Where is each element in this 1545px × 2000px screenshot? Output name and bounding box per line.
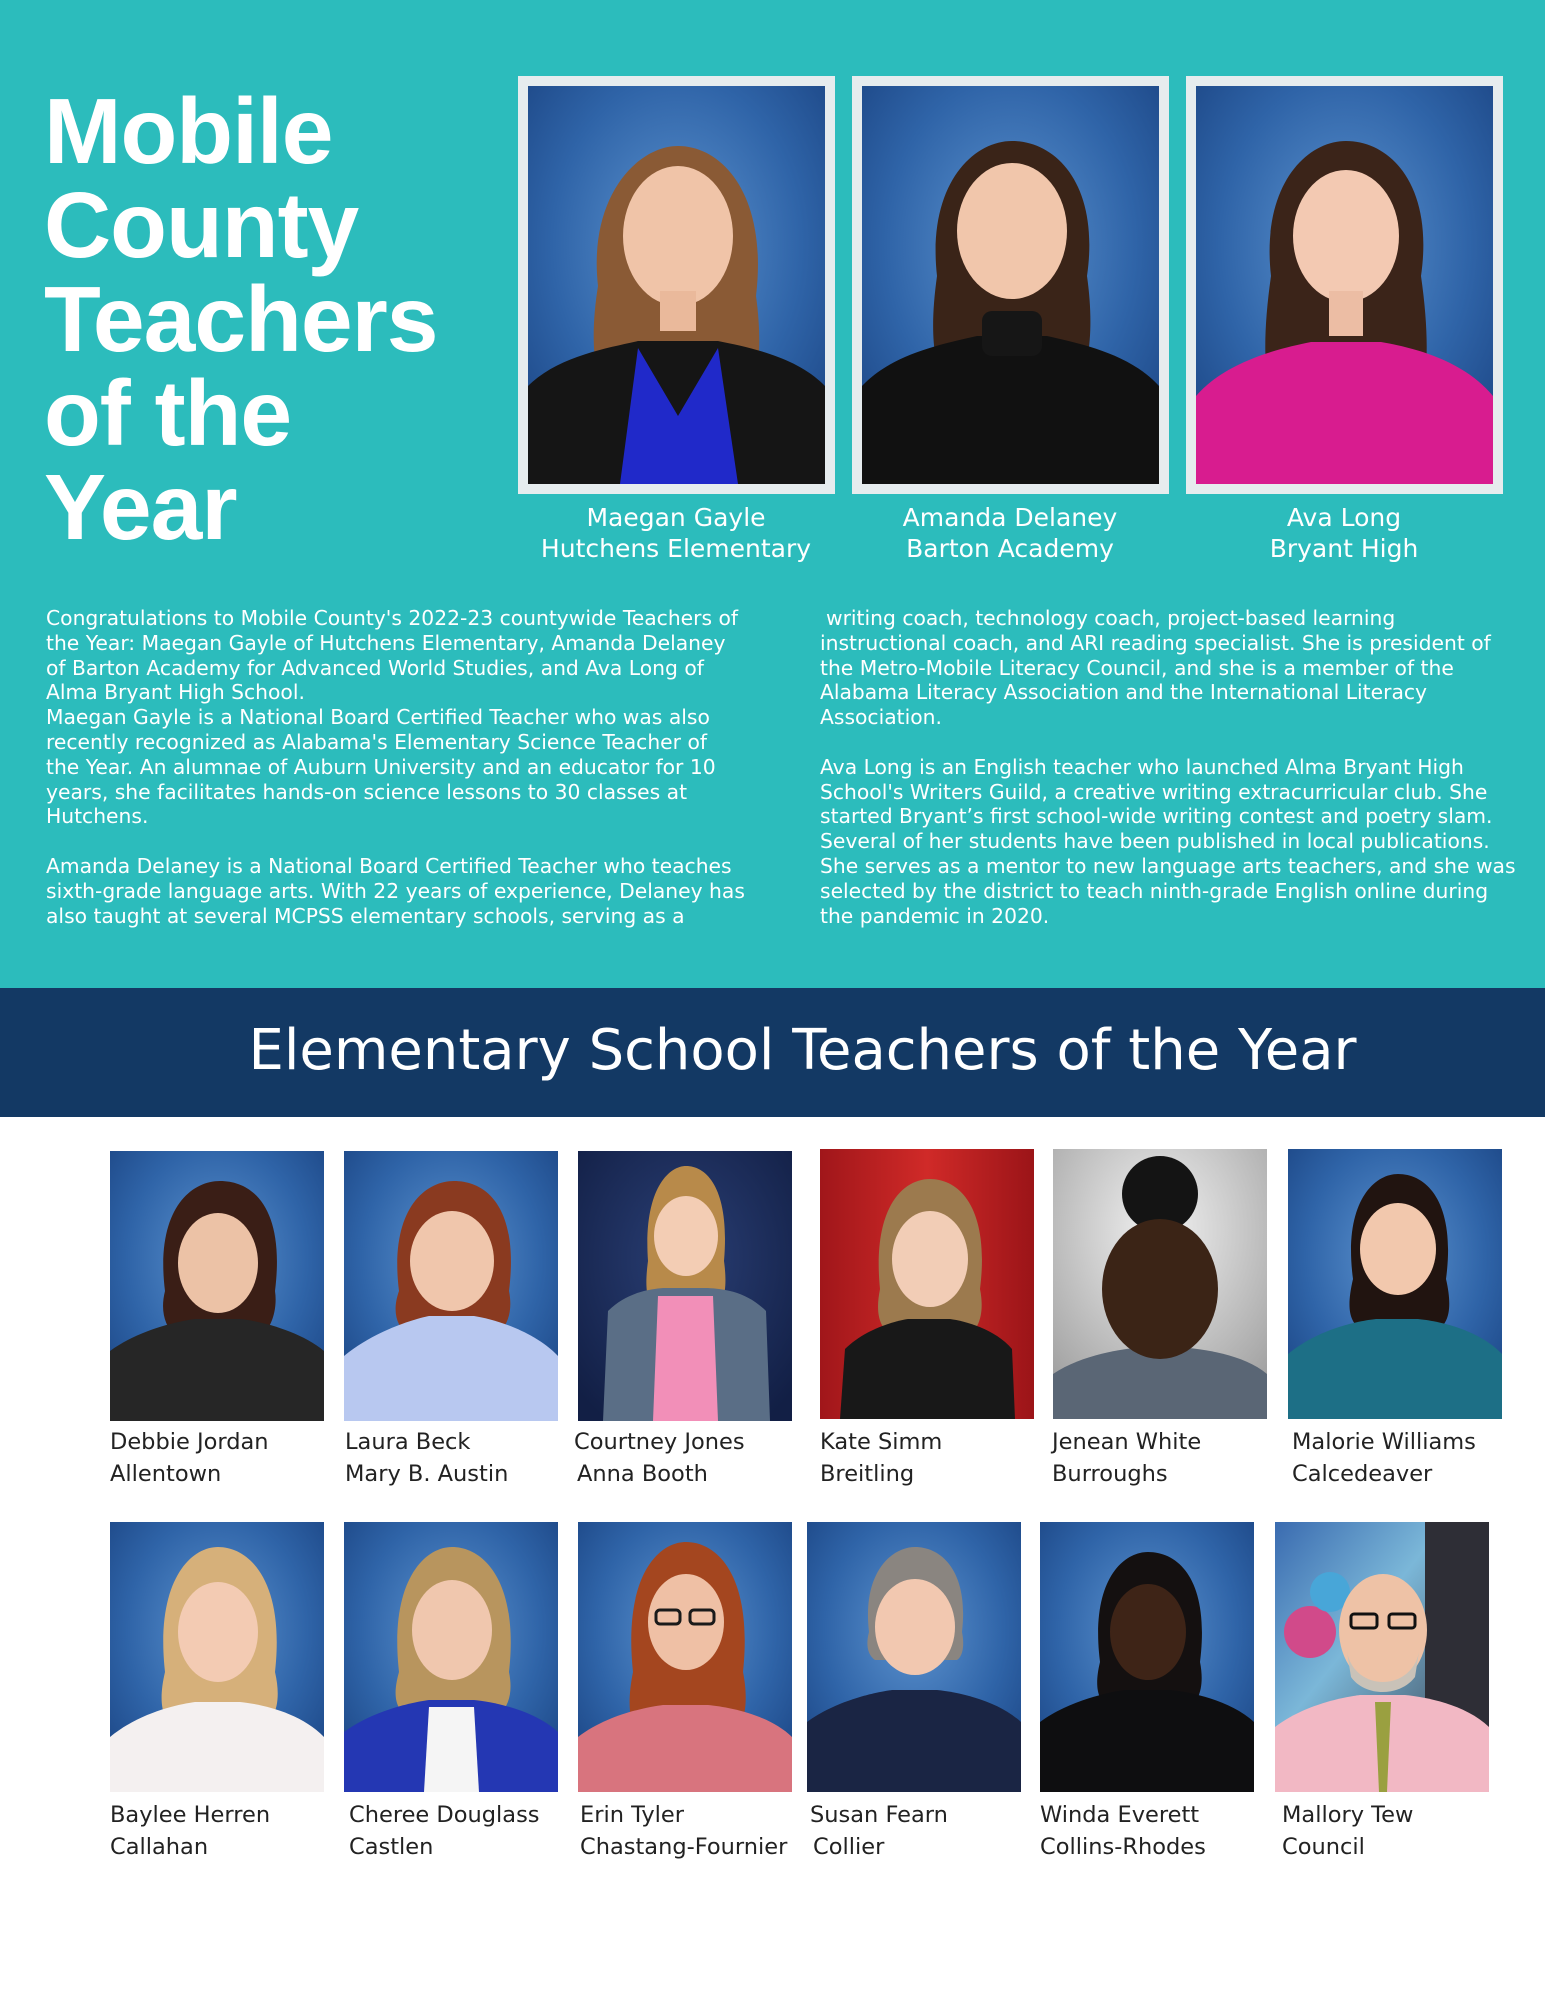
teacher-caption	[1052, 1426, 1201, 1490]
portrait-baylee-herren	[110, 1522, 324, 1792]
hero-section	[0, 0, 1545, 988]
article-column-left	[46, 606, 746, 928]
title-line: Year	[44, 455, 237, 559]
teacher-school: Council	[1282, 1834, 1365, 1860]
teacher-caption	[345, 1426, 508, 1490]
teacher-photo	[110, 1151, 324, 1421]
teacher-school: Burroughs	[1052, 1461, 1168, 1487]
teacher-name: Debbie Jordan	[110, 1429, 269, 1455]
teacher-caption	[820, 1426, 942, 1490]
featured-caption	[1164, 502, 1524, 564]
teacher-photo	[1288, 1149, 1502, 1419]
teacher-name: Courtney Jones	[574, 1429, 745, 1455]
title-line: County	[44, 173, 359, 277]
title-line: Teachers	[44, 267, 438, 371]
teacher-caption	[1292, 1426, 1476, 1490]
portrait-winda-everett	[1040, 1522, 1254, 1792]
teacher-school: Allentown	[110, 1461, 222, 1487]
section-header-band	[0, 988, 1545, 1117]
teacher-caption	[574, 1426, 745, 1490]
teacher-photo	[820, 1149, 1034, 1419]
title-line: of the	[44, 361, 292, 465]
teacher-name: Winda Everett	[1040, 1802, 1200, 1828]
teacher-school: Collins-Rhodes	[1040, 1834, 1206, 1860]
teacher-caption	[110, 1799, 270, 1863]
portrait-kate-simm	[820, 1149, 1034, 1419]
teacher-photo	[344, 1151, 558, 1421]
teacher-name: Erin Tyler	[580, 1802, 685, 1828]
article-paragraph: Amanda Delaney is a National Board Certified Teacher who teaches sixth-grade language arts. With 22 years of experience, Delaney has also taught at several MCPSS elementary schools, serving as a	[46, 853, 745, 928]
teacher-photo	[1275, 1522, 1489, 1792]
teacher-caption	[810, 1799, 948, 1863]
teacher-caption	[580, 1799, 787, 1863]
article-paragraph: Maegan Gayle is a National Board Certified Teacher who was also recently recognized as Alabama's Elementary Science Teacher of the Year. An alumnae of Auburn University and an educator for 10 years, she facilitates hands-on science lessons to 30 classes at Hutchens.	[46, 705, 716, 829]
teacher-school: Mary B. Austin	[345, 1461, 509, 1487]
teacher-name: Laura Beck	[345, 1429, 471, 1455]
teacher-name: Susan Fearn	[810, 1802, 948, 1828]
teacher-photo	[807, 1522, 1021, 1792]
teacher-caption	[1040, 1799, 1206, 1863]
featured-portrait-amanda-delaney	[862, 86, 1159, 484]
portrait-laura-beck	[344, 1151, 558, 1421]
featured-school: Hutchens Elementary	[540, 534, 812, 563]
teacher-name: Jenean White	[1052, 1429, 1202, 1455]
teacher-school: Calcedeaver	[1292, 1461, 1433, 1487]
featured-portrait-maegan-gayle	[528, 86, 825, 484]
featured-portrait-ava-long	[1196, 86, 1493, 484]
article-paragraph: writing coach, technology coach, project-based learning instructional coach, and ARI reading specialist. She is president of the Metro-Mobile Literacy Council, and she is a member of the Alabama Literacy Association and the International Literacy Association.	[820, 606, 1491, 730]
teacher-caption	[349, 1799, 540, 1863]
teacher-caption	[1282, 1799, 1413, 1863]
featured-name: Ava Long	[1286, 503, 1402, 532]
portrait-courtney-jones	[578, 1151, 792, 1421]
featured-photo-frame	[852, 76, 1169, 494]
featured-name: Amanda Delaney	[902, 503, 1118, 532]
teacher-photo	[578, 1522, 792, 1792]
featured-caption	[830, 502, 1190, 564]
teacher-photo	[344, 1522, 558, 1792]
featured-school: Bryant High	[1269, 534, 1419, 563]
portrait-cheree-douglass	[344, 1522, 558, 1792]
portrait-jenean-white	[1053, 1149, 1267, 1419]
teacher-photo	[1053, 1149, 1267, 1419]
teacher-name: Mallory Tew	[1282, 1802, 1414, 1828]
featured-photo-frame	[518, 76, 835, 494]
portrait-debbie-jordan	[110, 1151, 324, 1421]
teacher-school: Breitling	[820, 1461, 915, 1487]
teacher-photo	[578, 1151, 792, 1421]
teacher-name: Malorie Williams	[1292, 1429, 1476, 1455]
teacher-school: Collier	[813, 1834, 885, 1860]
teacher-school: Callahan	[110, 1834, 209, 1860]
teacher-name: Kate Simm	[820, 1429, 943, 1455]
teacher-name: Cheree Douglass	[349, 1802, 540, 1828]
teacher-school: Castlen	[349, 1834, 434, 1860]
page-title	[44, 79, 438, 559]
section-title: Elementary School Teachers of the Year	[248, 1018, 1357, 1083]
featured-name: Maegan Gayle	[586, 503, 766, 532]
featured-caption	[496, 502, 856, 564]
teacher-caption	[110, 1426, 269, 1490]
article-paragraph: Ava Long is an English teacher who launched Alma Bryant High School's Writers Guild, a creative writing extracurricular club. She started Bryant’s first school-wide writing contest and poetry slam. Several of her students have been published in local publications. She serves as a mentor to new language arts teachers, and she was selected by the district to teach ninth-grade English online during the pandemic in 2020.	[820, 754, 1516, 928]
featured-photo-frame	[1186, 76, 1503, 494]
article-paragraph: Congratulations to Mobile County's 2022-23 countywide Teachers of the Year: Maegan Gayle of Hutchens Elementary, Amanda Delaney of Barton Academy for Advanced World Studies, and Ava Long of Alma Bryant High School.	[46, 606, 739, 705]
portrait-erin-tyler	[578, 1522, 792, 1792]
article-column-right	[820, 606, 1520, 928]
teacher-school: Chastang-Fournier	[580, 1834, 788, 1860]
teacher-photo	[110, 1522, 324, 1792]
featured-school: Barton Academy	[906, 534, 1114, 563]
portrait-susan-fearn	[807, 1522, 1021, 1792]
portrait-malorie-williams	[1288, 1149, 1502, 1419]
portrait-mallory-tew	[1275, 1522, 1489, 1792]
title-line: Mobile	[44, 79, 333, 183]
teacher-photo	[1040, 1522, 1254, 1792]
teacher-name: Baylee Herren	[110, 1802, 271, 1828]
teacher-school: Anna Booth	[577, 1461, 708, 1487]
